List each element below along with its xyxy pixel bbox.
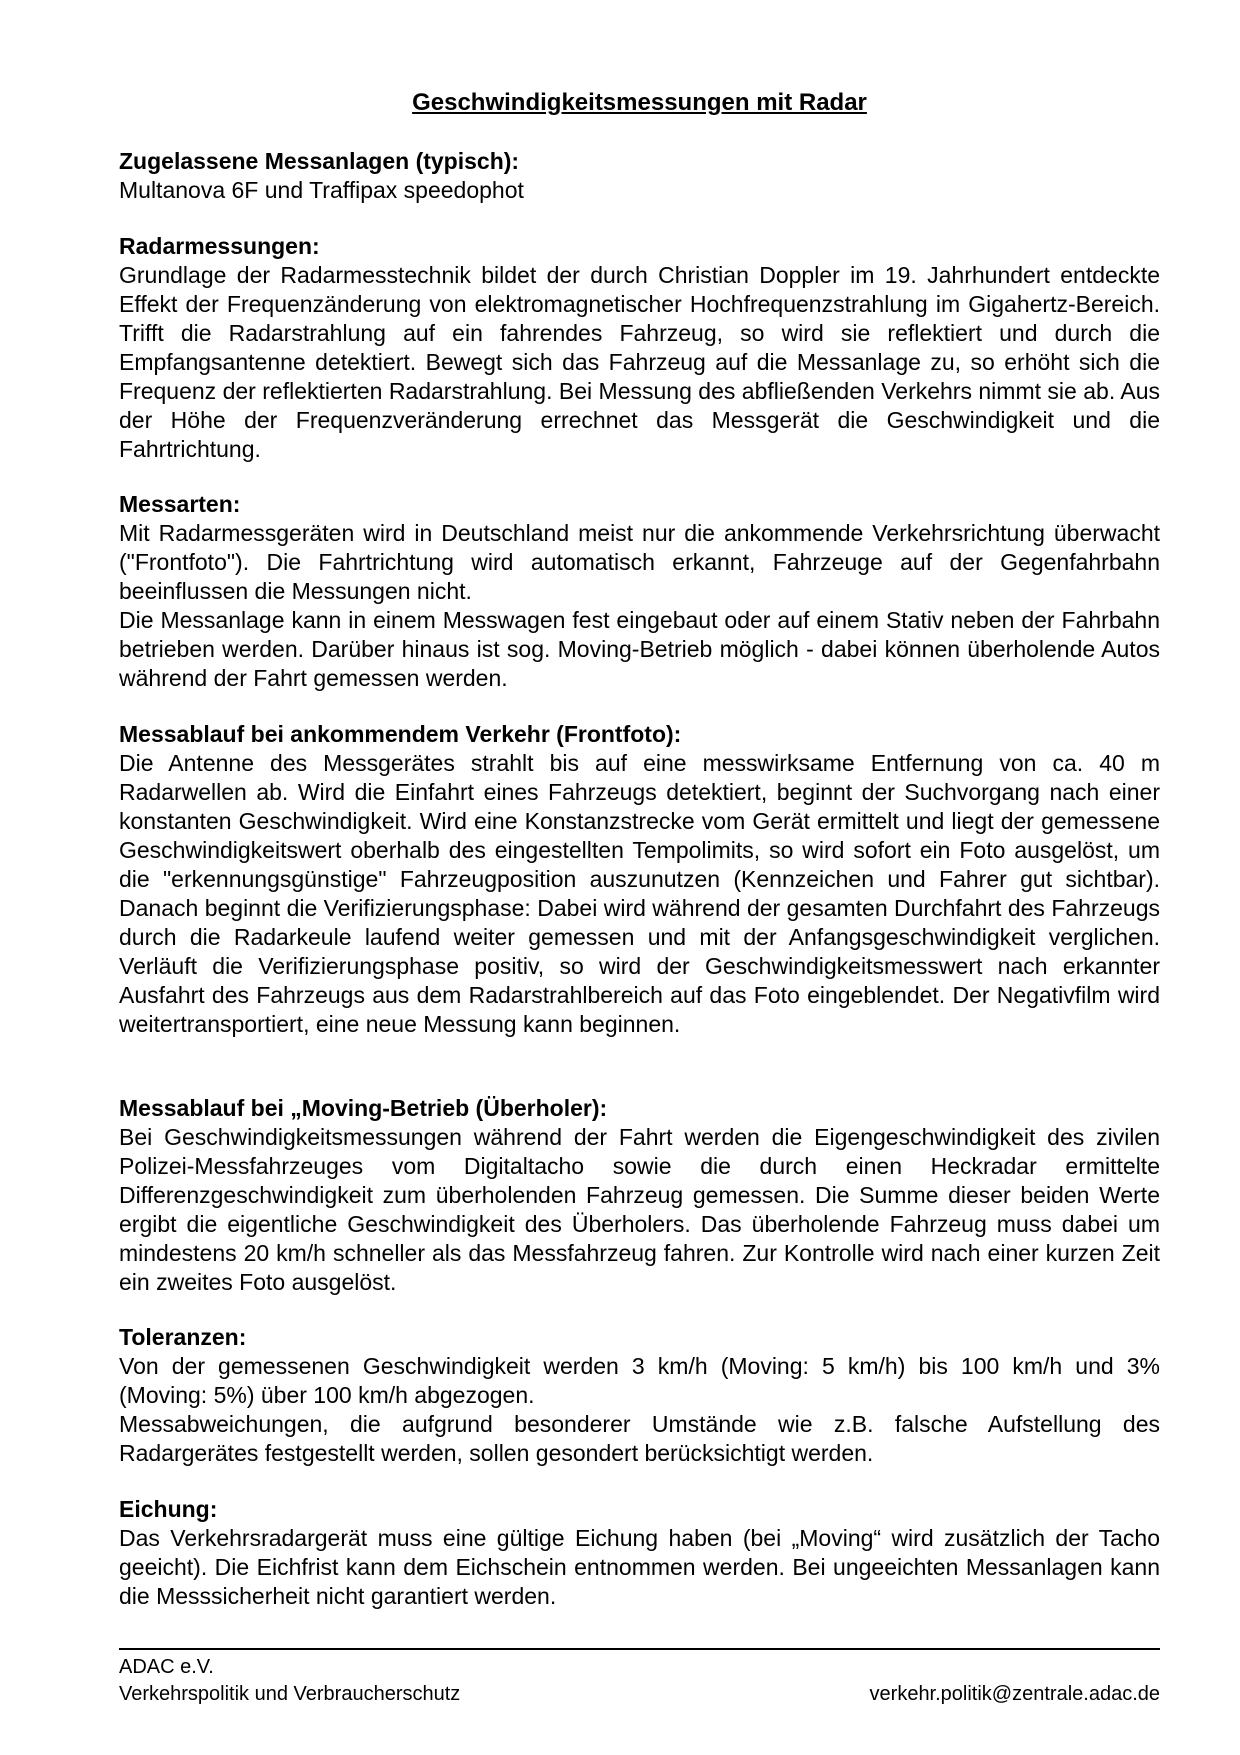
section-messablauf-frontfoto [119,720,1160,1039]
section-paragraph: Die Antenne des Messgerätes strahlt bis auf eine messwirksame Entfernung von ca. 40 m Radarwellen ab. Wird die Einfahrt eines Fahrzeugs detektiert, beginnt der Suchvorgang nach einer konstanten Geschwindigkeit. Wird eine Konstanzstrecke vom Gerät ermittelt und liegt der gemessene Geschwindigkeitswert oberhalb des eingestellten Tempolimits, so wird sofort ein Foto ausgelöst, um die "erkennungsgünstige" Fahrzeugposition auszunutzen (Kennzeichen und Fahrer gut sichtbar). Danach beginnt die Verifizierungsphase: Dabei wird während der gesamten Durchfahrt des Fahrzeugs durch die Radarkeule laufend weiter gemessen und mit der Anfangsgeschwindigkeit verglichen. Verläuft die Verifizierungsphase positiv, so wird der Geschwindigkeitsmesswert nach erkannter Ausfahrt des Fahrzeugs aus dem Radarstrahlbereich auf das Foto eingeblendet. Der Negativfilm wird weitertransportiert, eine neue Messung kann beginnen. [119,750,1160,1037]
section-heading: Eichung: [119,1496,218,1522]
section-messanlagen [119,147,1160,205]
page-title: Geschwindigkeitsmessungen mit Radar [412,89,867,116]
section-paragraph: Grundlage der Radarmesstechnik bildet der durch Christian Doppler im 19. Jahrhundert entdeckte Effekt der Frequenzänderung von elektromagnetischer Hochfrequenzstrahlung im Gigahertz-Bereich. Trifft die Radarstrahlung auf ein fahrendes Fahrzeug, so wird sie reflektiert und durch die Empfangsantenne detektiert. Bewegt sich das Fahrzeug auf die Messanlage zu, so erhöht sich die Frequenz der reflektierten Radarstrahlung. Bei Messung des abfließenden Verkehrs nimmt sie ab. Aus der Höhe der Frequenzveränderung errechnet das Messgerät die Geschwindigkeit und die Fahrtrichtung. [119,262,1160,462]
section-heading: Messablauf bei ankommendem Verkehr (Frontfoto): [119,721,682,747]
section-toleranzen [119,1323,1160,1468]
section-radarmessungen [119,232,1160,464]
section-heading: Messarten: [119,491,241,517]
section-paragraph: Das Verkehrsradargerät muss eine gültige Eichung haben (bei „Moving“ wird zusätzlich der Tacho geeicht). Die Eichfrist kann dem Eichschein entnommen werden. Bei ungeeichten Messanlagen kann die Messsicherheit nicht garantiert werden. [119,1525,1160,1609]
section-paragraph: Mit Radarmessgeräten wird in Deutschland meist nur die ankommende Verkehrsrichtung überwacht ("Frontfoto"). Die Fahrtrichtung wird automatisch erkannt, Fahrzeuge auf der Gegenfahrbahn beeinflussen die Messungen nicht. [119,520,1160,604]
section-heading: Radarmessungen: [119,233,320,259]
section-eichung [119,1495,1160,1611]
section-paragraph: Messabweichungen, die aufgrund besonderer Umstände wie z.B. falsche Aufstellung des Radargerätes festgestellt werden, sollen gesondert berücksichtigt werden. [119,1411,1160,1466]
footer-org: ADAC e.V. [119,1656,214,1678]
section-paragraph: Multanova 6F und Traffipax speedophot [119,177,524,203]
section-heading: Toleranzen: [119,1324,247,1350]
section-paragraph: Von der gemessenen Geschwindigkeit werden 3 km/h (Moving: 5 km/h) bis 100 km/h und 3% (Moving: 5%) über 100 km/h abgezogen. [119,1353,1160,1408]
footer-divider [119,1648,1160,1650]
section-heading: Zugelassene Messanlagen (typisch): [119,148,520,174]
section-paragraph: Bei Geschwindigkeitsmessungen während der Fahrt werden die Eigengeschwindigkeit des zivilen Polizei-Messfahrzeuges vom Digitaltacho sowie die durch einen Heckradar ermittelte Differenzgeschwindigkeit zum überholenden Fahrzeug gemessen. Die Summe dieser beiden Werte ergibt die eigentliche Geschwindigkeit des Überholers. Das überholende Fahrzeug muss dabei um mindestens 20 km/h schneller als das Messfahrzeug fahren. Zur Kontrolle wird nach einer kurzen Zeit ein zweites Foto ausgelöst. [119,1124,1160,1295]
footer-department: Verkehrspolitik und Verbraucherschutz [119,1683,461,1705]
section-heading: Messablauf bei „Moving-Betrieb (Überholer): [119,1095,608,1121]
section-messarten [119,490,1160,693]
section-messablauf-moving [119,1094,1160,1297]
section-paragraph: Die Messanlage kann in einem Messwagen fest eingebaut oder auf einem Stativ neben der Fahrbahn betrieben werden. Darüber hinaus ist sog. Moving-Betrieb möglich - dabei können überholende Autos während der Fahrt gemessen werden. [119,607,1160,691]
page-footer [119,1654,1160,1708]
footer-email: verkehr.politik@zentrale.adac.de [869,1683,1160,1705]
